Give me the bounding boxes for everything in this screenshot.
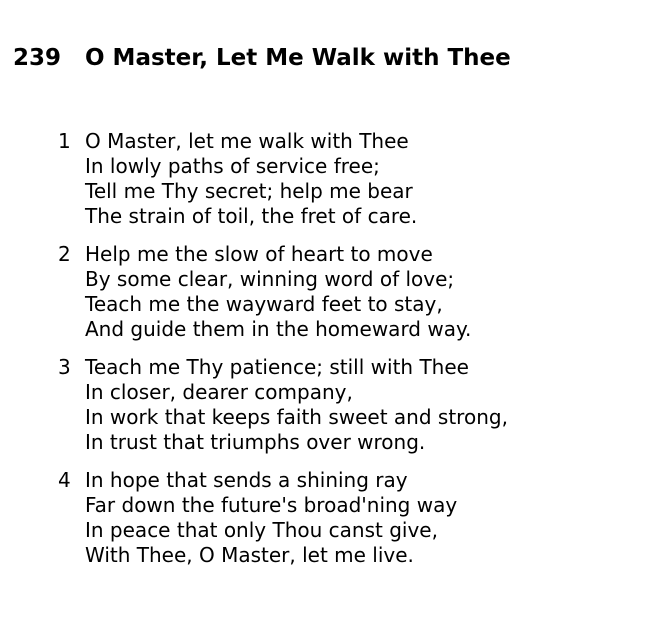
verse-4 (58, 468, 648, 568)
verse-line: In peace that only Thou canst give, (85, 518, 438, 542)
verse-lines (85, 242, 471, 342)
verse-number: 3 (58, 355, 71, 379)
hymn-header (13, 44, 511, 72)
verse-line: Far down the future's broad'ning way (85, 493, 458, 517)
verse-line: Teach me Thy patience; still with Thee (85, 355, 469, 379)
verse-line: And guide them in the homeward way. (85, 317, 472, 341)
verse-line: In lowly paths of service free; (85, 154, 380, 178)
verse-line: By some clear, winning word of love; (85, 267, 455, 291)
verse-1 (58, 129, 648, 229)
verse-3 (58, 355, 648, 455)
verse-line: O Master, let me walk with Thee (85, 129, 409, 153)
verse-line: In trust that triumphs over wrong. (85, 430, 426, 454)
verse-line: In hope that sends a shining ray (85, 468, 408, 492)
verse-number: 1 (58, 129, 71, 153)
verse-line: The strain of toil, the fret of care. (85, 204, 418, 228)
verse-line: Help me the slow of heart to move (85, 242, 433, 266)
verse-number: 4 (58, 468, 71, 492)
hymn-number: 239 (13, 45, 62, 71)
verse-lines (85, 355, 508, 455)
verse-line: With Thee, O Master, let me live. (85, 543, 414, 567)
verse-lines (85, 129, 417, 229)
verse-line: Teach me the wayward feet to stay, (85, 292, 443, 316)
verse-line: In closer, dearer company, (85, 380, 353, 404)
verses (58, 129, 648, 581)
verse-2 (58, 242, 648, 342)
verse-lines (85, 468, 457, 568)
verse-line: In work that keeps faith sweet and strong, (85, 405, 508, 429)
verse-line: Tell me Thy secret; help me bear (85, 179, 413, 203)
hymn-title: O Master, Let Me Walk with Thee (85, 45, 511, 71)
verse-number: 2 (58, 242, 71, 266)
